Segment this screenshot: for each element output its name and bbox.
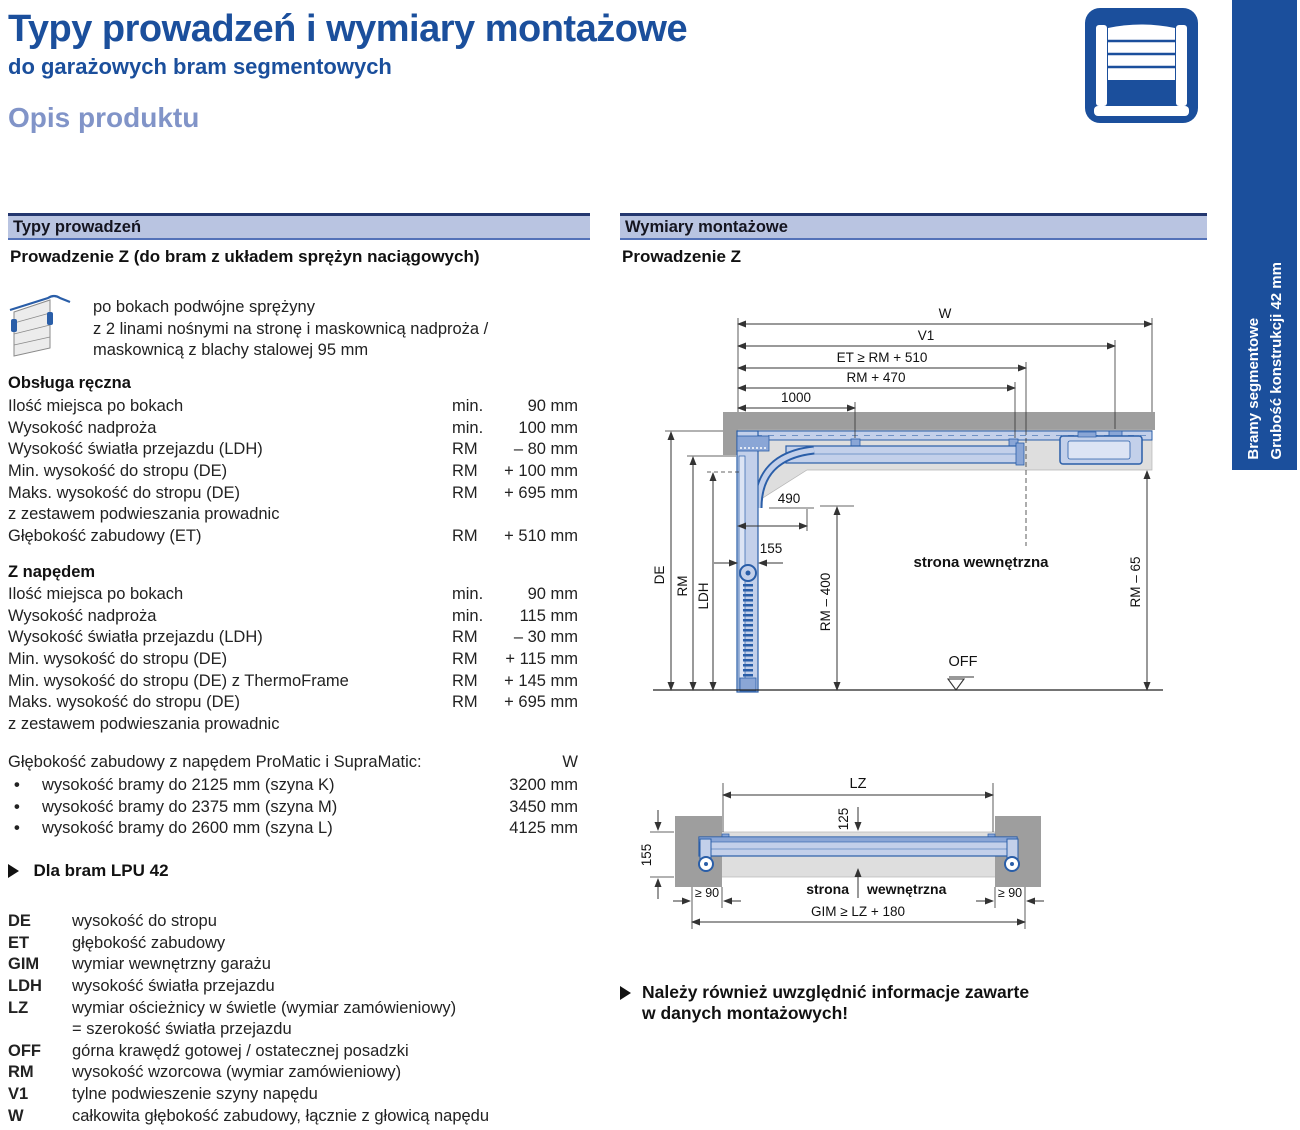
dim-gim: GIM ≥ LZ + 180 [810,904,906,919]
table-row: Wysokość nadproża min. 115 mm [8,607,578,625]
legend-row: OFF górna krawędź gotowej / ostatecznej posadzki [8,1042,409,1060]
table-row: Wysokość światła przejazdu (LDH) RM – 80 mm [8,440,578,458]
legend-row: GIM wymiar wewnętrzny garażu [8,955,271,973]
roller-bracket-left [699,839,713,871]
heading-prowadzenie-z: Prowadzenie Z (do bram z układem sprężyn naciągowych) [10,247,480,266]
off-datum-icon [948,677,974,690]
legend-row: = szerokość światła przejazdu [72,1020,292,1038]
page-title: Typy prowadzeń i wymiary montażowe [8,8,688,50]
dim-155: 155 [759,541,783,556]
table-row: Maks. wysokość do stropu (DE) RM + 695 mm [8,693,578,711]
legend-row: LZ wymiar ościeżnicy w świetle (wymiar zamówieniowy) [8,999,457,1017]
plan-view-drawing [618,755,1210,940]
section-bar-mounting-dimensions: Wymiary montażowe [620,213,1207,240]
side-tab [1232,0,1297,470]
dim-rm470: RM + 470 [846,370,906,385]
table-row: Wysokość światła przejazdu (LDH) RM – 30 mm [8,628,578,646]
inner-side-label: strona wewnętrzna [913,554,1049,571]
legend-row: DE wysokość do stropu [8,912,217,930]
table-row: z zestawem podwieszania prowadnic [8,715,280,733]
lpu-note [8,861,169,883]
side-view-drawing [618,290,1210,700]
side-tab-line1: Bramy segmentowe [1244,318,1262,460]
dim-rm65: RM – 65 [1128,556,1143,608]
dim-rm400: RM – 400 [818,572,833,632]
arrow-right-icon [620,986,631,1000]
dim-ge90-left: ≥ 90 [694,886,720,900]
dim-ldh: LDH [696,582,711,610]
table-row: Ilość miejsca po bokach min. 90 mm [8,397,578,415]
dim-w: W [938,306,952,321]
track-description-line3: maskownicą z blachy stalowej 95 mm [93,341,369,359]
side-tab-line2: Grubość konstrukcji 42 mm [1267,262,1285,460]
track-description [93,297,488,362]
dim-et: ET ≥ RM + 510 [836,350,928,365]
track-description-line2: z 2 linami nośnymi na stronę i maskownicą nadproża / [93,319,489,338]
dim-125: 125 [836,807,851,831]
inner-label-left: strona [806,881,849,897]
dim-ge90-right: ≥ 90 [997,886,1023,900]
side-tab-label [1242,262,1288,460]
drive-head-unit [1060,432,1142,464]
table-row: Głębokość zabudowy (ET) RM + 510 mm [8,527,578,545]
manual-section-title: Obsługa ręczna [8,374,131,392]
list-item: • wysokość bramy do 2375 mm (szyna M) 3450 mm [8,798,578,820]
mounting-note [620,982,1029,1024]
legend-row: ET głębokość zabudowy [8,934,226,952]
dim-rm: RM [675,575,690,597]
arrow-right-icon [8,864,19,878]
legend-row: V1 tylne podwieszenie szyny napędu [8,1085,318,1103]
depth-intro-row: Głębokość zabudowy z napędem ProMatic i SupraMatic: W [8,753,578,771]
dim-v1: V1 [917,328,935,343]
legend-row: LDH wysokość światła przejazdu [8,977,275,995]
list-item: • wysokość bramy do 2600 mm (szyna L) 4125 mm [8,819,578,841]
roller-bracket-right [1005,839,1019,871]
list-item: • wysokość bramy do 2125 mm (szyna K) 3200 mm [8,776,578,798]
lintel [723,430,738,455]
track-description-line1: po bokach podwójne sprężyny [93,298,315,316]
ceiling [723,412,1155,430]
table-row: z zestawem podwieszania prowadnic [8,505,280,523]
table-row: Min. wysokość do stropu (DE) RM + 100 mm [8,462,578,480]
dim-lz: LZ [849,776,867,792]
legend-row: RM wysokość wzorcowa (wymiar zamówieniowy) [8,1063,402,1081]
powered-section-title: Z napędem [8,563,96,581]
dim-de: DE [652,565,667,585]
legend-row: W całkowita głębokość zabudowy, łącznie z głowicą napędu [8,1107,490,1125]
table-row: Min. wysokość do stropu (DE) RM + 115 mm [8,650,578,668]
table-row: Min. wysokość do stropu (DE) z ThermoFrame RM + 145 mm [8,672,578,690]
section-title: Opis produktu [8,102,200,133]
table-row: Wysokość nadproża min. 100 mm [8,419,578,437]
lpu-note-text: Dla bram LPU 42 [33,861,169,880]
dim-490: 490 [777,491,801,506]
dim-155-plan: 155 [639,843,654,867]
inner-label-right: wewnętrzna [867,881,947,897]
page-subtitle: do garażowych bram segmentowych [8,54,392,79]
door-panel [699,837,1017,856]
off-label: OFF [948,654,978,670]
heading-prowadzenie-z-drawing: Prowadzenie Z [622,247,742,266]
table-row: Maks. wysokość do stropu (DE) RM + 695 mm [8,484,578,502]
section-bar-track-types: Typy prowadzeń [8,213,590,240]
spring-door-icon [8,292,72,362]
mounting-note-line1: Należy również uwzględnić informacje zawarte [642,982,1030,1002]
garage-door-icon [1085,8,1198,123]
dim-1000: 1000 [780,390,812,405]
mounting-note-line2: w danych montażowych! [642,1003,849,1023]
table-row: Ilość miejsca po bokach min. 90 mm [8,585,578,603]
